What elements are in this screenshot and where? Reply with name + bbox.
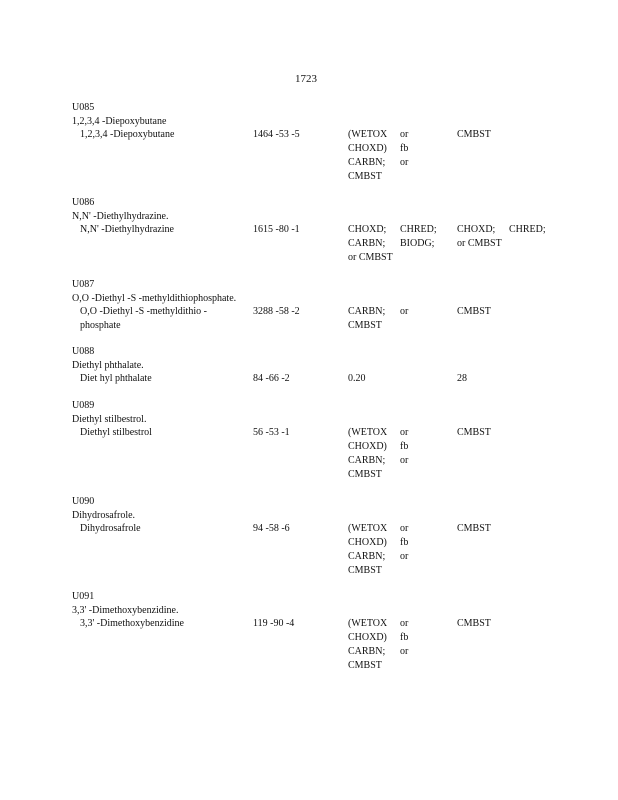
nonwastewater-standard [457, 426, 557, 440]
treatment-line [348, 659, 454, 673]
cas-number: 84 -66 -2 [253, 373, 290, 385]
treatment-term: CMBST [348, 564, 382, 576]
treatment-line [348, 223, 454, 237]
treatment-term: 28 [457, 373, 467, 385]
cas-number: 1615 -80 -1 [253, 224, 300, 236]
constituent-name [80, 305, 250, 332]
constituent-name-line: Dihydrosafrole [80, 523, 141, 535]
waste-title: O,O -Diethyl -S -methyldithiophosphate. [72, 292, 237, 304]
waste-code: U090 [72, 496, 95, 507]
nonwastewater-standard [457, 305, 557, 319]
constituent-name [80, 223, 250, 237]
wastewater-standard [348, 617, 454, 672]
treatment-line [457, 617, 557, 631]
waste-title: Diethyl phthalate. [72, 359, 144, 371]
treatment-connector: or [400, 454, 409, 466]
treatment-connector: CHRED; [509, 224, 546, 236]
treatment-term: CARBN; [348, 156, 386, 168]
treatment-line [348, 564, 454, 578]
constituent-name-line: 3,3' -Dimethoxybenzidine [80, 618, 184, 630]
treatment-connector: fb [400, 441, 409, 453]
treatment-term: CARBN; [348, 238, 386, 250]
treatment-line [348, 237, 454, 251]
wastewater-standard [348, 426, 454, 481]
wastewater-standard [348, 522, 454, 577]
nonwastewater-standard [457, 372, 557, 386]
treatment-line [348, 440, 454, 454]
constituent-name-line: O,O -Diethyl -S -methyldithio - [80, 306, 207, 318]
treatment-term: CHOXD) [348, 537, 387, 549]
treatment-line [348, 550, 454, 564]
treatment-term: CHOXD; [348, 224, 387, 236]
treatment-term: CHOXD) [348, 143, 387, 155]
treatment-line [457, 237, 557, 251]
treatment-line [348, 128, 454, 142]
constituent-name-line: 1,2,3,4 -Diepoxybutane [80, 129, 175, 141]
treatment-connector: BIODG; [400, 238, 435, 250]
constituent-name-line: phosphate [80, 320, 121, 332]
treatment-term: (WETOX [348, 427, 388, 439]
treatment-line [457, 372, 557, 386]
wastewater-standard [348, 305, 454, 332]
treatment-line [457, 305, 557, 319]
constituent-name [80, 426, 250, 440]
treatment-term: or CMBST [348, 251, 393, 263]
constituent-name-line: N,N' -Diethylhydrazine [80, 224, 174, 236]
treatment-term: CMBST [457, 618, 491, 630]
cas-number: 3288 -58 -2 [253, 306, 300, 318]
treatment-term: CHOXD; [457, 224, 496, 236]
treatment-line [348, 319, 454, 333]
treatment-term: (WETOX [348, 129, 388, 141]
constituent-name [80, 617, 250, 631]
treatment-connector: fb [400, 537, 409, 549]
treatment-line [348, 251, 454, 265]
treatment-term: CARBN; [348, 306, 386, 318]
treatment-term: CARBN; [348, 645, 386, 657]
nonwastewater-standard [457, 522, 557, 536]
treatment-line [348, 454, 454, 468]
constituent-name [80, 372, 250, 386]
treatment-connector: or [400, 618, 409, 630]
waste-title: Dihydrosafrole. [72, 509, 136, 521]
treatment-line [457, 223, 557, 237]
treatment-line [348, 645, 454, 659]
treatment-term: (WETOX [348, 523, 388, 535]
constituent-name-line: Diethyl stilbestrol [80, 427, 152, 439]
wastewater-standard [348, 128, 454, 183]
treatment-connector: or [400, 156, 409, 168]
treatment-connector: or [400, 550, 409, 562]
treatment-term: or CMBST [457, 238, 502, 250]
treatment-line [348, 170, 454, 184]
waste-code: U086 [72, 197, 95, 208]
waste-code: U085 [72, 102, 95, 113]
wastewater-standard [348, 372, 454, 386]
treatment-line [457, 426, 557, 440]
cas-number: 56 -53 -1 [253, 427, 290, 439]
treatment-term: CMBST [457, 427, 491, 439]
treatment-line [457, 522, 557, 536]
constituent-name-line: Diet hyl phthalate [80, 373, 152, 385]
cas-number: 94 -58 -6 [253, 523, 290, 535]
treatment-line [348, 372, 454, 386]
waste-title: 1,2,3,4 -Diepoxybutane [72, 115, 167, 127]
constituent-name [80, 522, 250, 536]
nonwastewater-standard [457, 128, 557, 142]
treatment-connector: or [400, 523, 409, 535]
waste-title: N,N' -Diethylhydrazine. [72, 210, 169, 222]
cas-number: 1464 -53 -5 [253, 129, 300, 141]
treatment-term: CMBST [348, 659, 382, 671]
waste-code: U088 [72, 346, 95, 357]
treatment-term: CMBST [348, 468, 382, 480]
treatment-connector: or [400, 427, 409, 439]
treatment-term: CMBST [457, 129, 491, 141]
treatment-line [348, 468, 454, 482]
treatment-term: CMBST [457, 523, 491, 535]
constituent-name [80, 128, 250, 142]
treatment-term: CARBN; [348, 550, 386, 562]
treatment-connector: or [400, 645, 409, 657]
treatment-term: (WETOX [348, 618, 388, 630]
treatment-connector: or [400, 129, 409, 141]
nonwastewater-standard [457, 617, 557, 631]
treatment-line [348, 536, 454, 550]
treatment-line [348, 142, 454, 156]
treatment-connector: fb [400, 143, 409, 155]
treatment-line [348, 631, 454, 645]
cas-number: 119 -90 -4 [253, 618, 295, 630]
treatment-term: 0.20 [348, 373, 366, 385]
page-number: 1723 [295, 73, 317, 85]
treatment-line [457, 128, 557, 142]
treatment-term: CMBST [348, 320, 382, 332]
treatment-line [348, 617, 454, 631]
nonwastewater-standard [457, 223, 557, 250]
waste-title: Diethyl stilbestrol. [72, 413, 147, 425]
wastewater-standard [348, 223, 454, 264]
treatment-line [348, 522, 454, 536]
treatment-term: CARBN; [348, 454, 386, 466]
treatment-term: CHOXD) [348, 632, 387, 644]
treatment-line [348, 426, 454, 440]
treatment-term: CMBST [348, 170, 382, 182]
treatment-term: CMBST [457, 306, 491, 318]
waste-code: U091 [72, 591, 95, 602]
waste-code: U089 [72, 400, 95, 411]
treatment-term: CHOXD) [348, 441, 387, 453]
treatment-connector: fb [400, 632, 409, 644]
treatment-connector: or [400, 306, 409, 318]
waste-code: U087 [72, 279, 95, 290]
waste-title: 3,3' -Dimethoxybenzidine. [72, 604, 179, 616]
treatment-connector: CHRED; [400, 224, 437, 236]
treatment-line [348, 156, 454, 170]
treatment-line [348, 305, 454, 319]
